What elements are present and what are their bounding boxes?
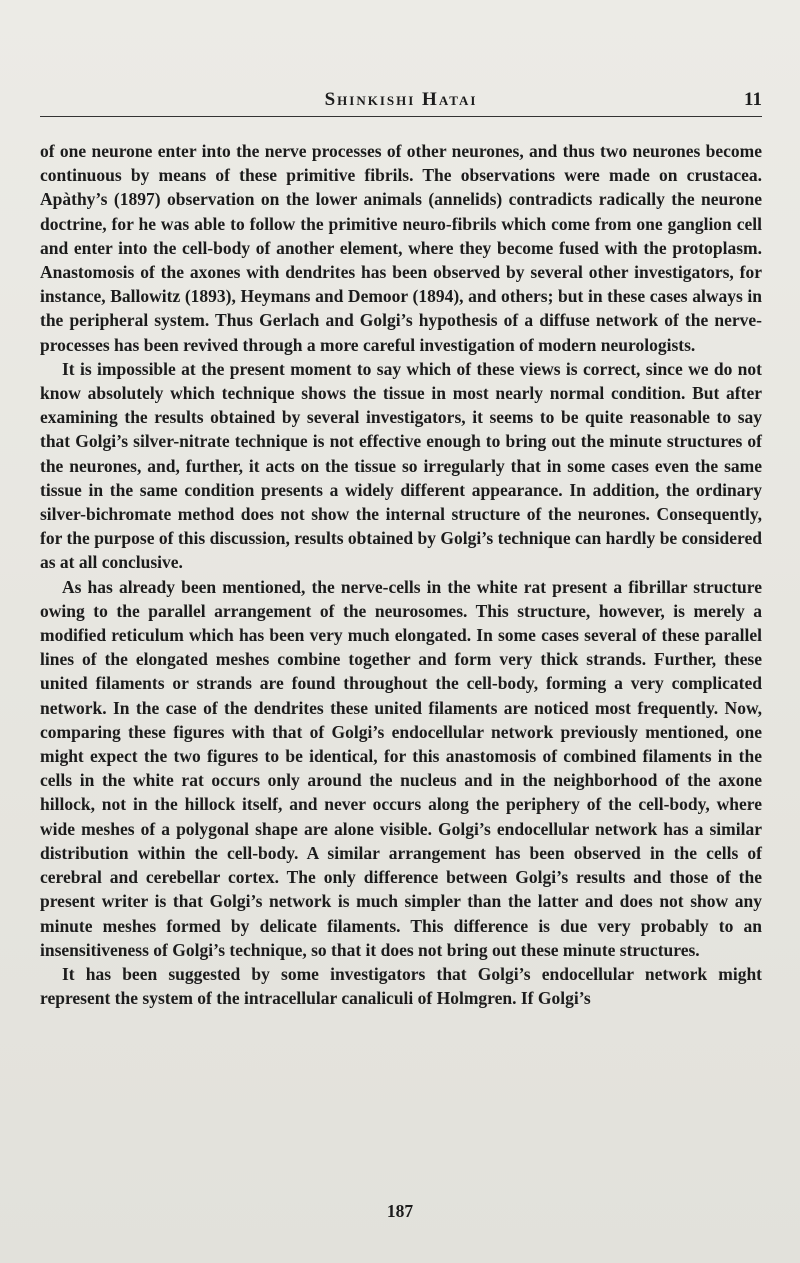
paragraph-3: As has already been mentioned, the nerve-cells in the white rat present a fibrillar structure owing to the parallel arrangement of the neurosomes. This structure, however, is merely a modified reticulum which has been very much elongated. In some cases several of these parallel lines of the elongated meshes combine together and form very thick strands. Further, these united filaments or strands are found throughout the cell-body, forming a very complicated network. In the case of the dendrites these united filaments are noticed most frequently. Now, comparing these figures with that of Golgi’s endocellular network previously mentioned, one might expect the two figures to be identical, for this anastomosis of combined filaments in the cells in the white rat occurs only around the nucleus and in the neighborhood of the axone hillock, not in the hillock itself, and never occurs along the periphery of the cell-body, where wide meshes of a polygonal shape are alone visible. Golgi’s endocellular network has a similar distribution within the cell-body. A similar arrangement has been observed in the cells of cerebral and cerebellar cortex. The only difference between Golgi’s results and those of the present writer is that Golgi’s network is much simpler than the latter and does not show any minute meshes formed by delicate filaments. This difference is due very probably to an insensitiveness of Golgi’s technique, so that it does not bring out these minute structures. <box>40 576 762 960</box>
header-rule <box>40 116 762 117</box>
paragraph-2: It is impossible at the present moment to say which of these views is correct, since we do not know absolutely which technique shows the tissue in most nearly normal condition. But after examining the results obtained by several investigators, it seems to be quite reasonable to say that Golgi’s silver-nitrate technique is not effective enough to bring out the minute structures of the neurones, and, further, it acts on the tissue so irregularly that in some cases even the same tissue in the same condition presents a widely different appearance. In addition, the ordinary silver-bichromate method does not show the internal structure of the neurones. Consequently, for the purpose of this discussion, results obtained by Golgi’s technique can hardly be considered as at all conclusive. <box>40 358 762 573</box>
body-text <box>40 139 762 1010</box>
header-author: Shinkishi Hatai <box>324 89 478 110</box>
signature-number: 187 <box>386 1201 414 1221</box>
running-header <box>40 88 762 120</box>
page-number: 11 <box>744 89 762 110</box>
paragraph-4: It has been suggested by some investigators that Golgi’s endocellular network might represent the system of the intracellular canaliculi of Holmgren. If Golgi’s <box>40 963 762 1009</box>
paragraph-1: of one neurone enter into the nerve processes of other neurones, and thus two neurones become continuous by means of these primitive fibrils. The observations were made on crustacea. Apàthy’s (1897) observation on the lower animals (annelids) contradicts radically the neurone doctrine, for he was able to follow the primitive neuro-fibrils which come from one ganglion cell and enter into the cell-body of another element, where they become fused with the protoplasm. Anastomosis of the axones with dendrites has been observed by several other investigators, for instance, Ballowitz (1893), Heymans and Demoor (1894), and others; but in these cases always in the peripheral system. Thus Gerlach and Golgi’s hypothesis of a diffuse network of the nerve-processes has been revived through a more careful investigation of modern neurologists. <box>40 141 762 355</box>
